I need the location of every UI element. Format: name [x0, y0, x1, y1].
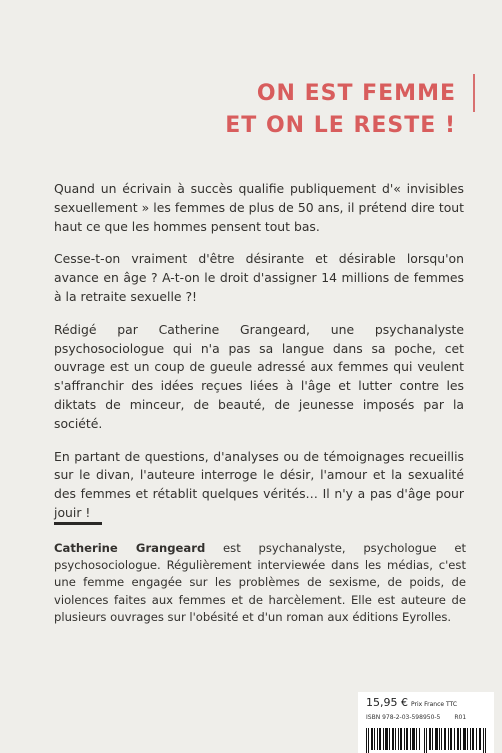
- author-bio-text: est psychanalyste, psychologue et psychosociologue. Régulièrement interviewée dans les médias, c'est une femme engagée sur les problèmes de sexisme, de poids, de violences faites aux femmes et de harcèlement. Elle est auteure de plusieurs ouvrages sur l'obésité et d'un roman aux éditions Eyrolles.: [54, 541, 466, 624]
- isbn-number: ISBN 978-2-03-598950-5: [366, 714, 441, 721]
- blurb-paragraph-1: Quand un écrivain à succès qualifie publiquement d'« invisibles sexuellement » les femmes de plus de 50 ans, il prétend dire tout haut ce que les hommes pensent tout bas.: [54, 181, 464, 234]
- blurb-paragraph-4: En partant de questions, d'analyses ou de témoignages recueillis sur le divan, l'auteure interroge le désir, l'amour et la sexualité des femmes et rétablit quelques vérités… Il n'y a pas d'âge pour jouir !: [54, 448, 464, 520]
- blurb-paragraph-3: Rédigé par Catherine Grangeard, une psychanalyste psychosociologue qui n'a pas sa langue dans sa poche, cet ouvrage est un coup de gueule adressé aux femmes qui veulent s'affranchir des idées reçues liées à l'âge et lutter contre les diktats de minceur, de beauté, de jeunesse imposés par la société.: [54, 321, 464, 431]
- author-name: Catherine Grangeard: [54, 541, 206, 555]
- accent-bar: [473, 74, 475, 112]
- price-value: 15,95 €: [366, 696, 408, 709]
- author-bio: [54, 540, 466, 626]
- blurb-paragraph-2: Cesse-t-on vraiment d'être désirante et désirable lorsqu'on avance en âge ? A-t-on le droit d'assigner 14 millions de femmes à la retraite sexuelle ?!: [54, 251, 464, 304]
- price-sticker: [358, 692, 494, 753]
- isbn-code: R01: [454, 714, 467, 721]
- headline-line-1: ON EST FEMME: [256, 81, 456, 106]
- barcode-image: [366, 728, 488, 753]
- blurb: [54, 180, 464, 537]
- price-line: [366, 696, 457, 709]
- section-divider: [54, 522, 102, 525]
- price-note: Prix France TTC: [411, 701, 458, 708]
- headline: [225, 78, 456, 142]
- headline-line-2: ET ON LE RESTE !: [225, 113, 456, 138]
- isbn-line: [366, 714, 466, 721]
